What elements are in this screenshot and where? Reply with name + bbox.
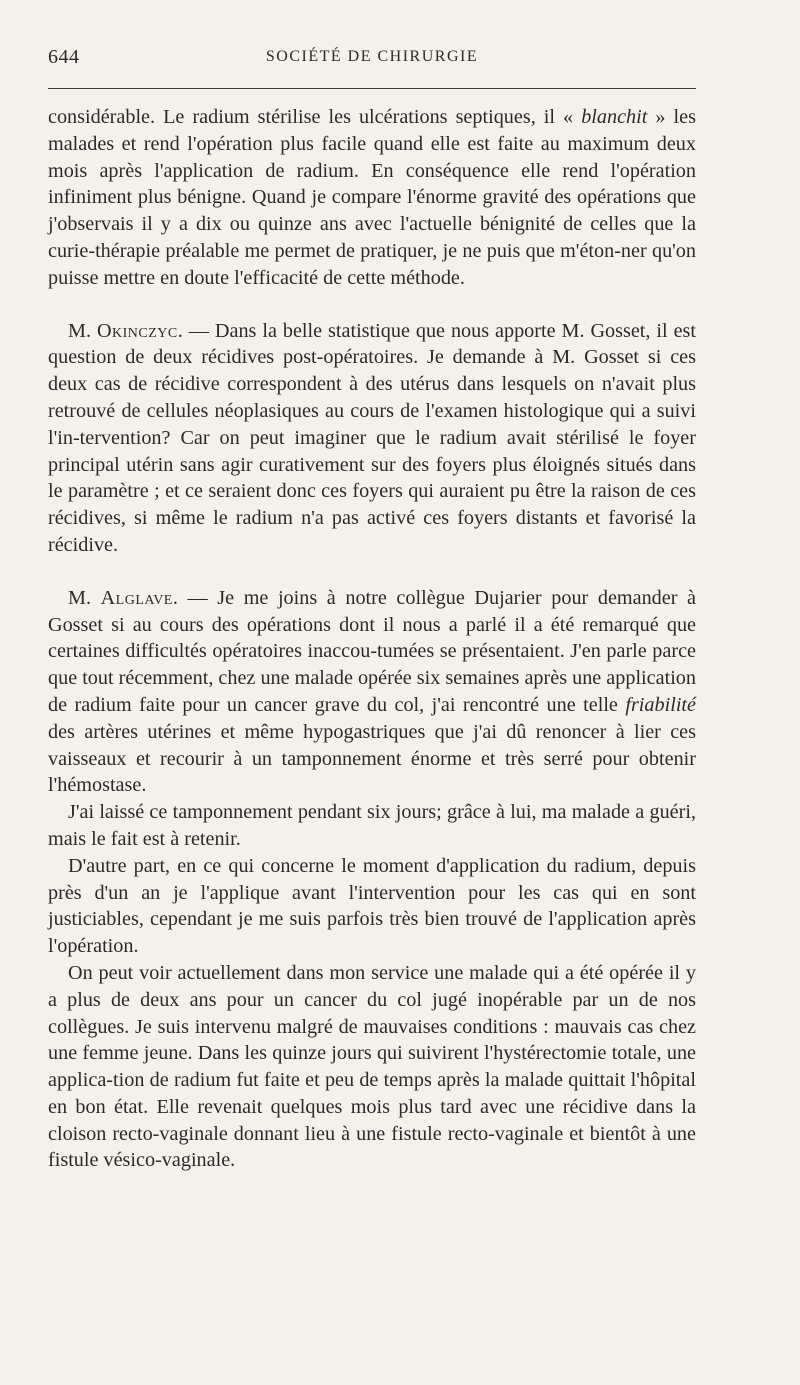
speaker-dash: . — (172, 586, 218, 609)
running-title: SOCIÉTÉ DE CHIRURGIE (265, 48, 479, 65)
paragraph-text: Dans la belle statistique que nous apporte M. Gosset, il est question de deux récidives post-opératoires. Je demande à M. Gosset si ces deux cas de récidive correspondent à des utérus dans lesquels on n'avait plus retrouvé de cellules néoplasiques au cours de l'examen histologique qui a suivi l'in-tervention? Car on peut imaginer que le radium avait stérilisé le foyer principal utérin sans agir curativement sur des foyers plus éloignés situés dans le paramètre ; et ce seraient donc ces foyers qui auraient pu être la raison de ces récidives, si même le radium n'a pas activé ces foyers distants et favorisé la récidive. (48, 319, 697, 556)
paragraph-text: » les malades et rend l'opération plus facile quand elle est faite au maximum deux mois après l'application de radium. En conséquence elle rend l'opération infiniment plus bénigne. Quand je compare l'énorme gravité des opérations que j'observais il y a dix ou quinze ans avec l'actuelle bénignité de celles que la curie-thérapie préalable me permet de pratiquer, je ne puis que m'éton-ner qu'on puisse mettre en doute l'efficacité de cette méthode. (48, 106, 696, 289)
paragraph-tamponnement: J'ai laissé ce tamponnement pendant six jours; grâce à lui, ma malade a guéri, mais le fait est à retenir. (48, 801, 696, 850)
paragraph-text: Je me joins à notre collègue Dujarier pour demander à Gosset si au cours des opérations dont il nous a parlé il a été remarqué que certaines difficultés opératoires inaccou-tumées se présentaient. J'en parle parce que tout récemment, chez une malade opérée six semaines après une application de radium faite pour un cancer grave du col, j'ai rencontré une telle (48, 586, 696, 716)
speaker-name: Alglave (100, 586, 173, 609)
speaker-name: Okinczyc (96, 319, 178, 342)
italic-term: blanchit (581, 106, 648, 128)
paragraph-cas-clinique: On peut voir actuellement dans mon service une malade qui a été opérée il y a plus de deux ans pour un cancer du col jugé inopérable par un de nos collègues. Je suis intervenu malgré de mauvaises conditions : mauvais cas chez une femme jeune. Dans les quinze jours qui suivirent l'hystérectomie totale, une applica-tion de radium fut faite et peu de temps après la malade quittait l'hôpital en bon état. Elle revenait quelques mois plus tard avec une récidive dans la cloison recto-vaginale donnant lieu à une fistule recto-vaginale et bientôt à une fistule vésico-vaginale. (48, 961, 696, 1172)
speaker-dash: . — (177, 319, 215, 342)
paragraph-okinczyc (48, 318, 696, 559)
page-body (48, 104, 696, 1174)
page-number: 644 (48, 46, 80, 68)
header-rule (48, 88, 696, 89)
paragraph-alglave (48, 585, 696, 799)
paragraph-text: des artères utérines et même hypogastriques que j'ai dû renoncer à lier ces vaisseaux et recourir à un tamponnement énorme et très serré pour obtenir l'hémostase. (48, 720, 696, 797)
italic-term: friabilité (625, 693, 696, 716)
paragraph-text: considérable. Le radium stérilise les ulcérations septiques, il « (48, 106, 582, 128)
page-header (48, 46, 696, 72)
paragraph-moment-application: D'autre part, en ce qui concerne le moment d'application du radium, depuis près d'un an je l'applique avant l'intervention pour les cas qui en sont justiciables, cependant je me suis parfois très bien trouvé de l'application après l'opération. (48, 854, 696, 958)
speaker-prefix: M. (68, 319, 97, 342)
speaker-prefix: M. (68, 586, 101, 609)
paragraph-continuation (48, 104, 696, 292)
